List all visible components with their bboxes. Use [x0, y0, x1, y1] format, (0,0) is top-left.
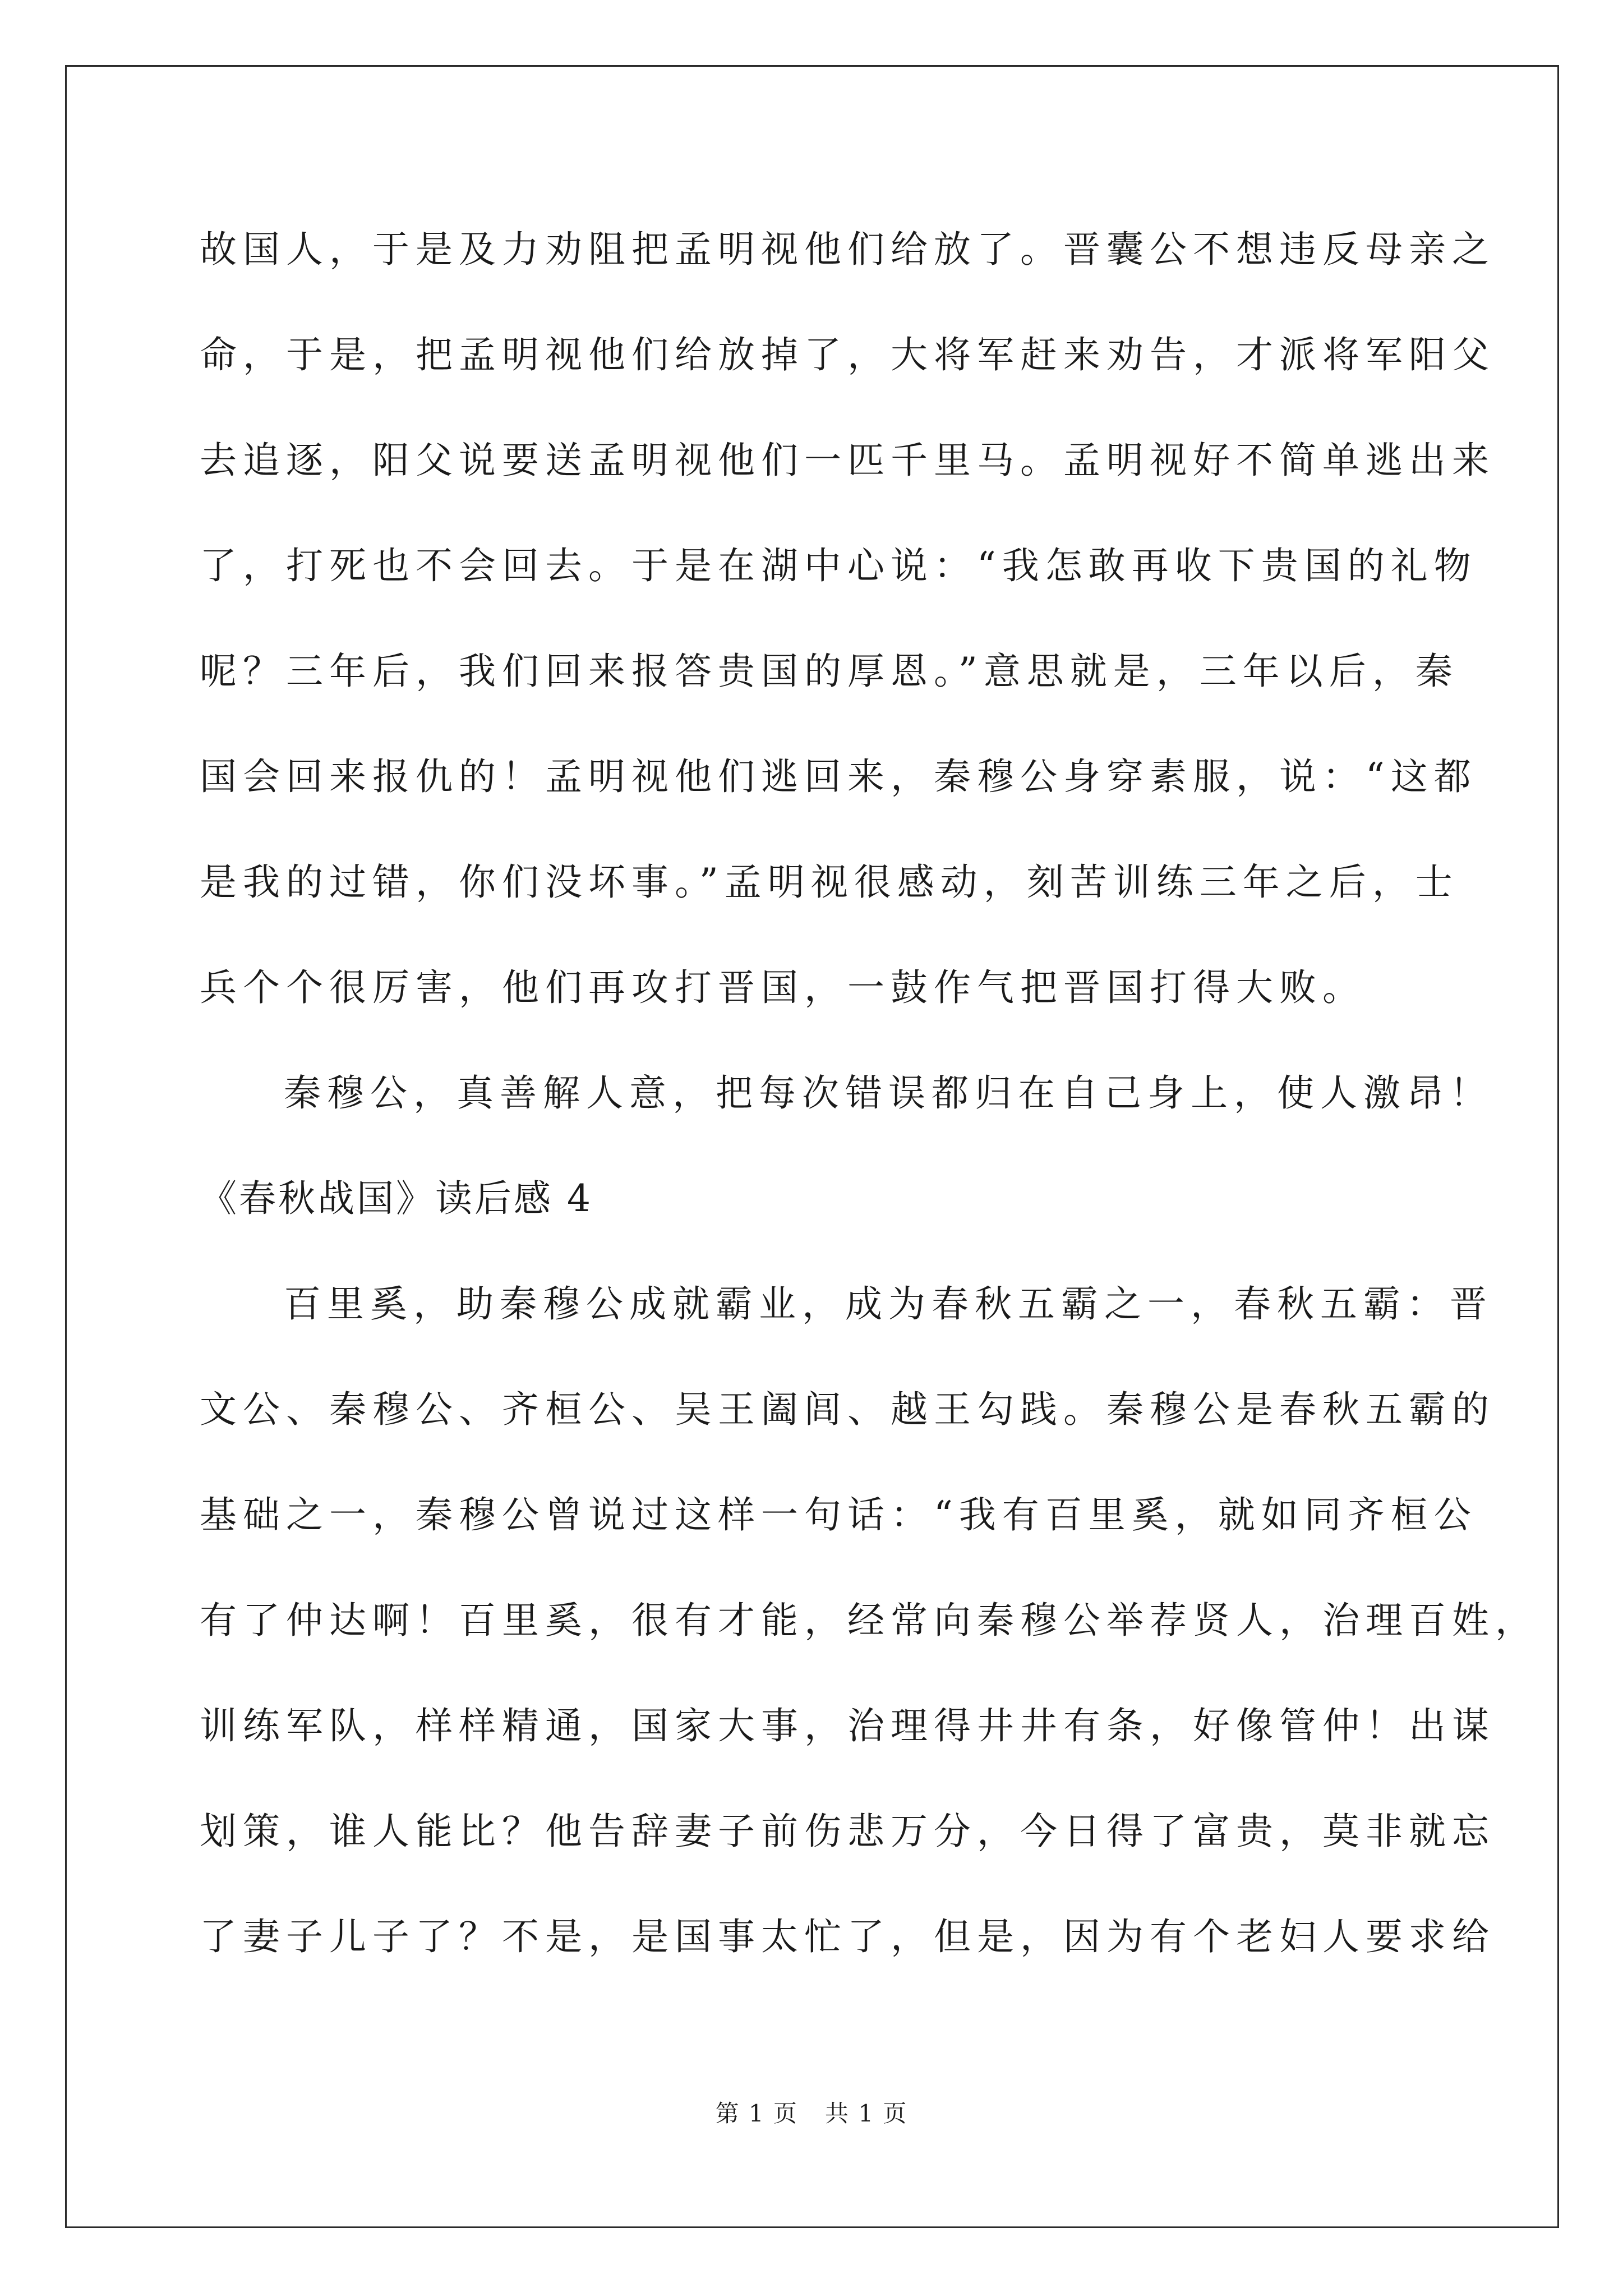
page-footer [0, 2095, 1623, 2129]
text-line: 基础之一，秦穆公曾说过这样一句话：“我有百里奚，就如同齐桓公 [200, 1493, 1477, 1536]
page-number-total: 共 1 页 [825, 2100, 908, 2127]
text-line: 划策，谁人能比？他告辞妻子前伤悲万分，今日得了富贵，莫非就忘 [200, 1810, 1495, 1853]
paragraph-start-line: 百里奚，助秦穆公成就霸业，成为春秋五霸之一，春秋五霸：晋 [284, 1282, 1493, 1326]
text-line: 国会回来报仇的！孟明视他们逃回来，秦穆公身穿素服，说：“这都 [200, 755, 1477, 798]
text-line: 呢？三年后，我们回来报答贵国的厚恩。”意思就是，三年以后，秦 [200, 650, 1459, 693]
text-line: 是我的过错，你们没坏事。”孟明视很感动，刻苦训练三年之后，士 [200, 861, 1459, 904]
text-line: 命，于是，把孟明视他们给放掉了，大将军赶来劝告，才派将军阳父 [200, 333, 1495, 376]
section-heading: 《春秋战国》读后感 4 [200, 1177, 593, 1220]
text-line: 文公、秦穆公、齐桓公、吴王阖闾、越王勾践。秦穆公是春秋五霸的 [200, 1388, 1495, 1431]
text-line: 了，打死也不会回去。于是在湖中心说：“我怎敢再收下贵国的礼物 [200, 544, 1477, 587]
text-line: 去追逐，阳父说要送孟明视他们一匹千里马。孟明视好不简单逃出来 [200, 439, 1495, 482]
text-line: 有了仲达啊！百里奚，很有才能，经常向秦穆公举荐贤人，治理百姓， [200, 1599, 1538, 1642]
document-body [200, 222, 1538, 2014]
text-line: 了妻子儿子了？不是，是国事太忙了，但是，因为有个老妇人要求给 [200, 1915, 1495, 1958]
text-line: 训练军队，样样精通，国家大事，治理得井井有条，好像管仲！出谋 [200, 1704, 1495, 1747]
text-line: 故国人，于是及力劝阻把孟明视他们给放了。晋囊公不想违反母亲之 [200, 228, 1495, 271]
paragraph-start-line: 秦穆公，真善解人意，把每次错误都归在自己身上，使人激昂！ [284, 1071, 1493, 1115]
page-number-current: 第 1 页 [715, 2100, 798, 2127]
text-line: 兵个个很厉害，他们再攻打晋国，一鼓作气把晋国打得大败。 [200, 966, 1366, 1009]
